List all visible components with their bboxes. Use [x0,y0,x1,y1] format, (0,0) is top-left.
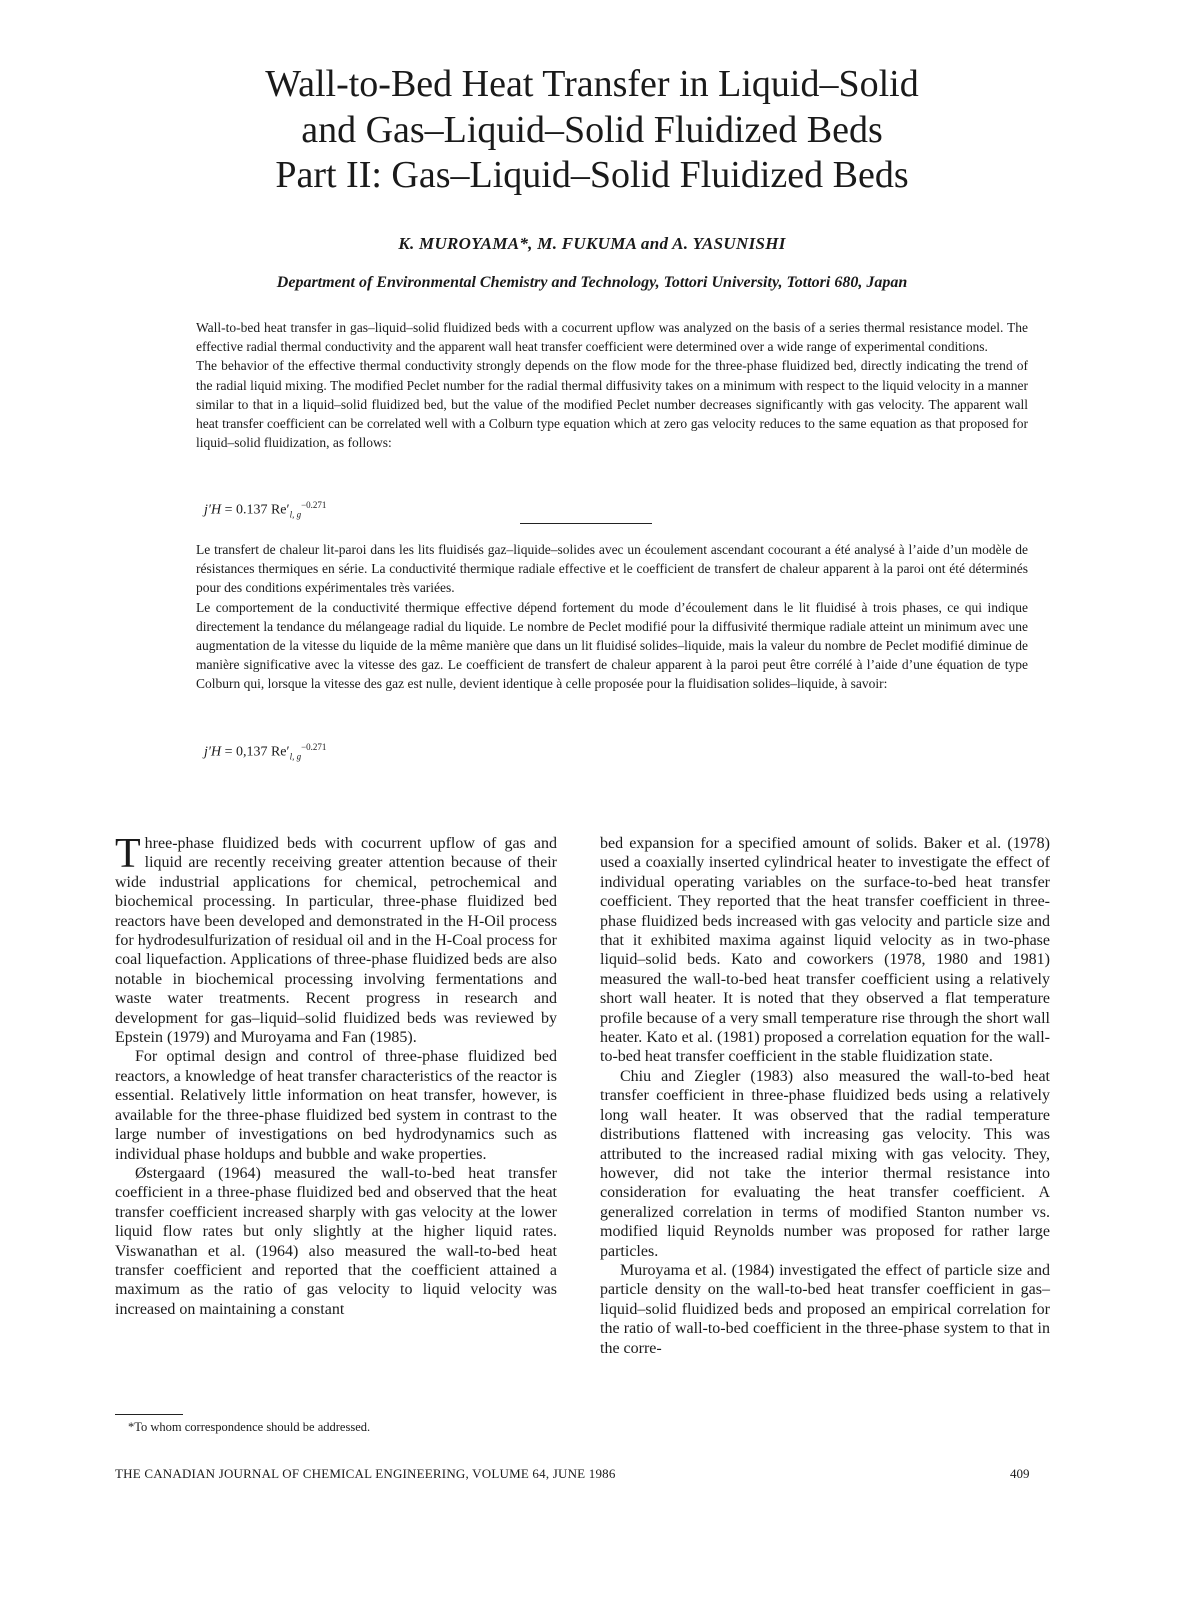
page-number: 409 [1010,1466,1030,1481]
body-paragraph: For optimal design and control of three-phase fluidized bed reactors, a knowledge of heat transfer characteristics of the reactor is essential. Relatively little information on heat transfer, however, is available for the three-phase fluidized bed system in contrast to the large number of investigations on bed hydrodynamics such as individual phase holdups and bubble and wake properties. [115,1048,557,1163]
title-line-2: and Gas–Liquid–Solid Fluidized Beds [301,108,883,151]
equation-subscript: l, g [289,751,302,762]
body-column-right [600,834,1050,1358]
title-line-1: Wall-to-Bed Heat Transfer in Liquid–Solid [265,63,919,105]
equation-lhs: j′H [204,502,222,518]
body-paragraph-text: hree-phase fluidized beds with cocurrent upflow of gas and liquid are recently receiving greater attention because of their wide industrial applications for chemical, petrochemical and biochemical processing. In particular, three-phase fluidized bed reactors have been developed and demonstrated in the H-Oil process for hydrodesulfurization of residual oil and in the H-Coal process for coal liquefaction. Applications of three-phase fluidized beds are also notable in biochemical processing involving fermentations and waste water treatments. Recent progress in research and development for gas–liquid–solid fluidized beds was reviewed by Epstein (1979) and Muroyama and Fan (1985). [115,835,557,1047]
abstract-french [196,540,1028,694]
equation-subscript: l, g [289,509,302,520]
body-paragraph [115,831,557,1047]
equation-lhs: j′H [204,744,222,760]
abstract-en-paragraph-1: Wall-to-bed heat transfer in gas–liquid–solid fluidized beds with a cocurrent upflow was analyzed on the basis of a series thermal resistance model. The effective radial thermal conductivity and the apparent wall heat transfer coefficient were determined over a wide range of experimental conditions. [196,320,1028,355]
abstract-english [196,318,1028,452]
equation-exponent: −0.271 [301,500,327,510]
equation-french [204,742,326,761]
article-title [100,62,1084,199]
abstract-en-paragraph-2: The behavior of the effective thermal conductivity strongly depends on the flow mode for the three-phase fluidized bed, directly indicating the trend of the radial liquid mixing. The modified Peclet number for the radial thermal diffusivity takes on a minimum with respect to the liquid velocity in a manner similar to that in a liquid–solid fluidized bed, but the value of the modified Peclet number decreases significantly with gas velocity. The apparent wall heat transfer coefficient can be correlated well with a Colburn type equation which at zero gas velocity reduces to the same equation as that proposed for liquid–solid fluidization, as follows: [196,358,1028,451]
affiliation: Department of Environmental Chemistry and Technology, Tottori University, Tottori 680, Japan [276,274,908,291]
body-paragraph: Muroyama et al. (1984) investigated the effect of particle size and particle density on the wall-to-bed heat transfer coefficient in gas–liquid–solid fluidized beds and proposed an empirical correlation for the ratio of wall-to-bed coefficient in the three-phase system to that in the corre- [600,1261,1050,1357]
drop-cap: T [115,831,141,877]
author-list: K. MUROYAMA*, M. FUKUMA and A. YASUNISHI [398,234,786,253]
journal-footer: THE CANADIAN JOURNAL OF CHEMICAL ENGINEERING, VOLUME 64, JUNE 1986 [115,1466,616,1481]
title-line-3: Part II: Gas–Liquid–Solid Fluidized Beds [275,154,909,197]
abstract-fr-paragraph-2: Le comportement de la conductivité thermique effective dépend fortement du mode d’écoulement dans le lit fluidisé à trois phases, ce qui indique directement la tendance du mélangeage radial du liquide. Le nombre de Peclet modifié pour la diffusivité thermique radiale atteint un minimum avec une augmentation de la vitesse du liquide de la même manière que dans un lit fluidisé solides–liquide, mais la valeur du nombre de Peclet modifié diminue de manière significative avec la vitesse des gaz. Le coefficient de transfert de chaleur apparent à la paroi peut être corrélé à l’aide d’une équation de type Colburn qui, lorsque la vitesse des gaz est nulle, devient identique à celle proposée pour la fluidisation solides–liquide, à savoir: [196,599,1028,692]
abstract-separator [520,523,652,524]
footnote-rule [115,1414,183,1415]
equation-english [204,500,326,519]
equation-rhs: = 0,137 Re′ [224,744,290,760]
footnote: *To whom correspondence should be addressed. [128,1420,371,1434]
equation-rhs: = 0.137 Re′ [224,502,290,518]
abstract-fr-paragraph-1: Le transfert de chaleur lit-paroi dans les lits fluidisés gaz–liquide–solides avec un écoulement ascendant cocourant a été analysé à l’aide d’un modèle de résistances thermiques en série. La conductivité thermique radiale effective et le coefficient de transfert de chaleur apparent à la paroi ont été déterminés pour des conditions expérimentales très variées. [196,542,1028,596]
body-paragraph: Østergaard (1964) measured the wall-to-bed heat transfer coefficient in a three-phase fluidized bed and observed that the heat transfer coefficient increased sharply with gas velocity at the lower liquid flow rates but only slightly at the higher liquid rates. Viswanathan et al. (1964) also measured the wall-to-bed heat transfer coefficient and reported that the coefficient attained a maximum as the ratio of gas velocity to liquid velocity was increased on maintaining a constant [115,1164,557,1318]
body-paragraph: Chiu and Ziegler (1983) also measured the wall-to-bed heat transfer coefficient in three-phase fluidized beds using a relatively long wall heater. It was observed that the radial temperature distributions flattened with increasing gas velocity. This was attributed to the increased radial mixing with gas velocity. They, however, did not take the interior thermal resistance into consideration for evaluating the heat transfer coefficient. A generalized correlation in terms of modified Stanton number vs. modified liquid Reynolds number was proposed for rather large particles. [600,1067,1050,1260]
equation-exponent: −0.271 [301,742,327,752]
body-paragraph: bed expansion for a specified amount of solids. Baker et al. (1978) used a coaxially inserted cylindrical heater to investigate the effect of individual operating variables on the surface-to-bed heat transfer coefficient. They reported that the heat transfer coefficient in three-phase fluidized beds increased with gas velocity and particle size and that it exhibited maxima against liquid velocity as in two-phase liquid–solid beds. Kato and coworkers (1978, 1980 and 1981) measured the wall-to-bed heat transfer coefficient using a relatively short wall heater. It is noted that they observed a flat temperature profile because of a very small temperature rise through the short wall heater. Kato et al. (1981) proposed a correlation equation for the wall-to-bed heat transfer coefficient in the stable fluidization state. [600,835,1050,1066]
body-column-left [115,831,557,1319]
